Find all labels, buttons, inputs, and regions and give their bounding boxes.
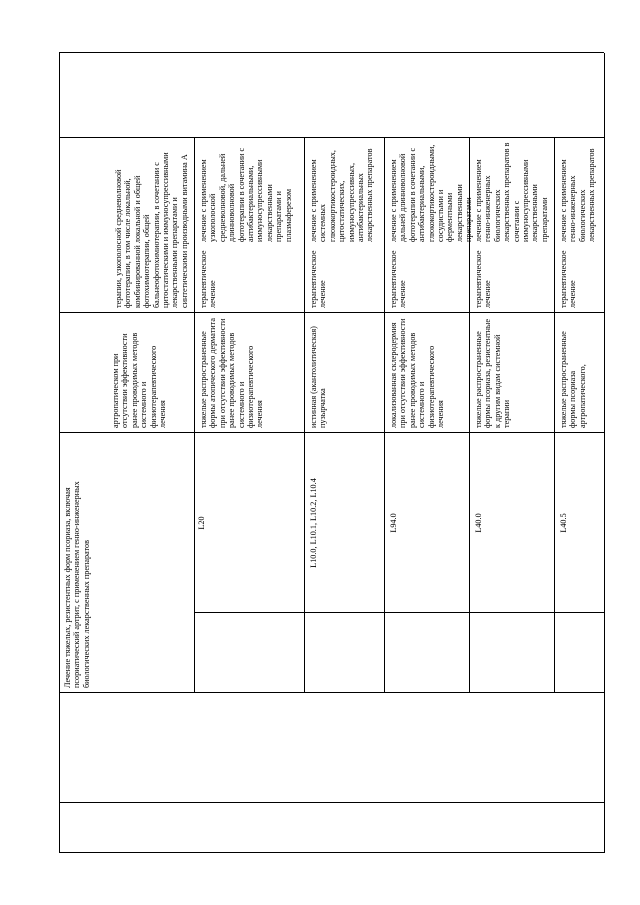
row-code: L40.0 xyxy=(474,513,483,533)
row-separator xyxy=(304,138,305,693)
row-treatment-type: терапевтическое лечение xyxy=(474,250,493,308)
row-code: L20 xyxy=(197,516,206,530)
column-divider xyxy=(194,612,604,613)
row-method: лечение с применением генно-инженерных биологических лекарственных препаратов xyxy=(559,148,597,242)
column-divider xyxy=(59,137,604,138)
column-divider xyxy=(59,432,604,433)
rotated-table xyxy=(59,53,604,853)
row-treatment-type: терапевтическое лечение xyxy=(559,250,578,308)
row-condition: истинная (акантолитическая) пузырчатка xyxy=(309,326,328,428)
row-condition: тяжелые распространенные формы псориаза артропатического, xyxy=(559,331,587,428)
method-continued: терапии, узкополосной средневолновой фототерапии, в том числе локальной, комбинированной локальной и общей фотохимиотерапии, общей бальнеофотохимиотерапии, в сочетании с цитостатическими и иммуносупрессивными лекарственными препаратами и синтетическими производными витамина А xyxy=(114,152,189,308)
profile-text: Лечение тяжелых, резистентных форм псориаза, включая псориатический артрит, с применением генно-инженерных биологических лекарственных препаратов xyxy=(63,481,91,688)
row-condition: тяжелые распространенные формы псориаза, резистентные к другим видам системной терапии xyxy=(474,318,512,428)
table-border-right xyxy=(59,52,604,53)
row-treatment-type: терапевтическое лечение xyxy=(389,250,408,308)
row-separator xyxy=(554,138,555,693)
row-method: лечение с применением дальней длинноволновой фототерапии в сочетании с антибактериальными, глюкокортикостероидными, сосудистыми и ферментными лекарственными препаратами xyxy=(389,144,474,242)
column-divider xyxy=(59,802,604,803)
column-divider xyxy=(59,692,604,693)
row-code: L10.0, L10.1, L10.2, L10.4 xyxy=(309,478,318,568)
table-border-left xyxy=(59,852,604,853)
table-border-bottom xyxy=(604,53,605,853)
row-method: лечение с применением генно-инженерных биологических лекарственных препаратов в сочетании с иммуносупрессивными лекарственными препаратами xyxy=(474,142,549,242)
row-treatment-type: терапевтическое лечение xyxy=(199,250,218,308)
row-condition: тяжелые распространенные формы атопического дерматита при отсутствии эффективности ранее проводимых методов системного и физиотерапевтического лечения xyxy=(199,318,265,428)
table-border-top xyxy=(59,53,60,853)
row-code: L94.0 xyxy=(389,513,398,533)
row-separator xyxy=(384,138,385,693)
row-condition: локализованная склеродермия при отсутствии эффективности ранее проводимых методов системного и физиотерапевтического лечения xyxy=(389,318,446,428)
row-method: лечение с применением узкополосной средневолновой, дальней длинноволновой фототерапии в сочетании с антибактериальными, иммуносупрессивными лекарственными препаратами и плазмаферезом xyxy=(199,147,293,242)
row-code: L40.5 xyxy=(559,513,568,533)
condition-continued: артропатическом при отсутствии эффективности ранее проводимых методов системного и физиотерапевтического лечения xyxy=(111,332,168,428)
row-separator xyxy=(194,138,195,693)
row-treatment-type: терапевтическое лечение xyxy=(309,250,328,308)
column-divider xyxy=(59,312,604,313)
row-method: лечение с применением системных глюкокортикостероидных, цитостатических, иммуносупрессивных, антибактериальных лекарственных препаратов xyxy=(309,148,375,242)
